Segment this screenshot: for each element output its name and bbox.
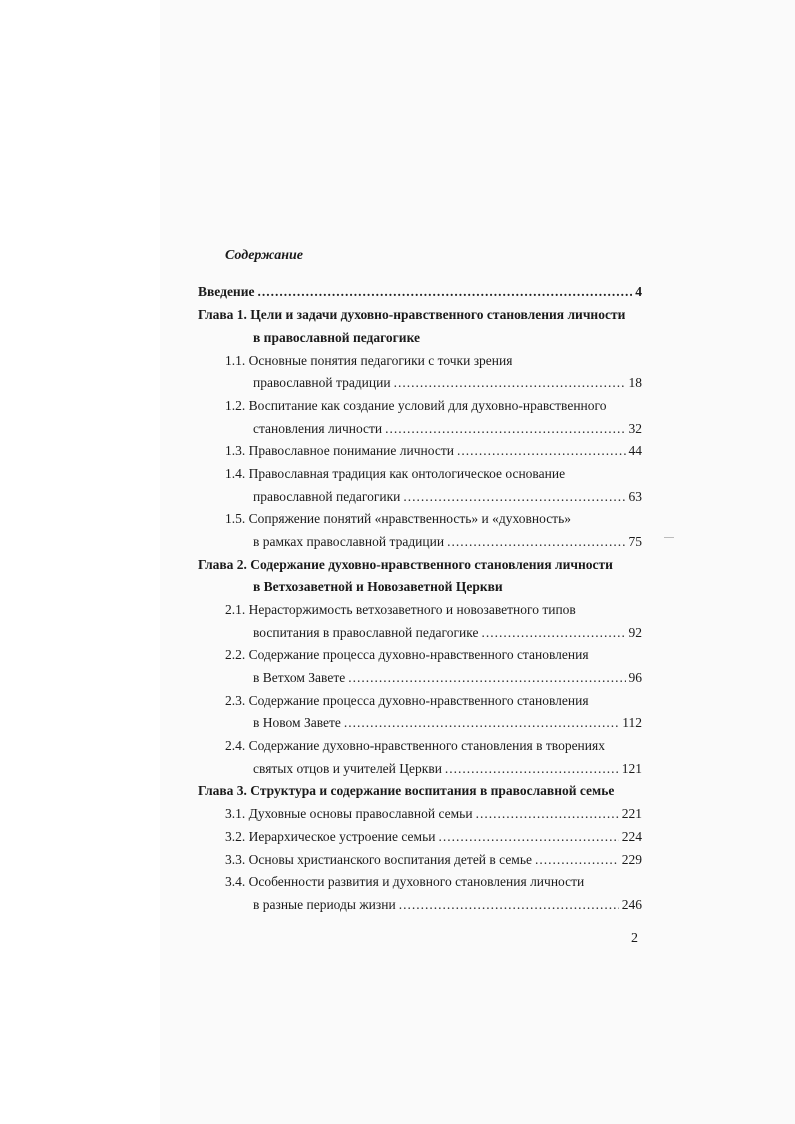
toc-entry-page: 221 bbox=[621, 806, 642, 821]
toc-leader-dots bbox=[438, 828, 618, 846]
toc-entry-text: 1.4. Православная традиция как онтологическое основание bbox=[225, 466, 566, 481]
toc-entry-text: святых отцов и учителей Церкви bbox=[253, 761, 442, 776]
toc-entry-text: в Ветхозаветной и Новозаветной Церкви bbox=[253, 579, 503, 594]
toc-entry-text: становления личности bbox=[253, 421, 383, 436]
toc-entry-page: 92 bbox=[628, 625, 642, 640]
toc-entry-text: в разные периоды жизни bbox=[253, 897, 396, 912]
toc-section[interactable] bbox=[225, 646, 589, 664]
toc-leader-dots bbox=[348, 669, 625, 687]
toc-chapter-heading-cont[interactable] bbox=[253, 329, 420, 347]
toc-entry-page: 246 bbox=[621, 897, 642, 912]
toc-entry-page: 75 bbox=[628, 534, 642, 549]
toc-entry-page: 229 bbox=[621, 852, 642, 867]
toc-entry-text: в Новом Завете bbox=[253, 715, 341, 730]
toc-entry-text: в православной педагогике bbox=[253, 330, 420, 345]
toc-entry-text: православной педагогики bbox=[253, 489, 401, 504]
toc-entry-text: 1.5. Сопряжение понятий «нравственность» и «духовность» bbox=[225, 511, 571, 526]
toc-section[interactable] bbox=[225, 510, 571, 528]
toc-section[interactable] bbox=[225, 397, 606, 415]
toc-entry-page: 4 bbox=[635, 284, 642, 299]
toc-entry[interactable] bbox=[253, 760, 642, 778]
toc-entry-text: 2.3. Содержание процесса духовно-нравственного становления bbox=[225, 693, 589, 708]
toc-entry-text: 3.2. Иерархическое устроение семьи bbox=[225, 829, 436, 844]
toc-entry-page: 224 bbox=[621, 829, 642, 844]
toc-entry-page: 121 bbox=[621, 761, 642, 776]
toc-entry-page: 96 bbox=[628, 670, 642, 685]
toc-entry-page: 112 bbox=[622, 715, 642, 730]
toc-entry[interactable] bbox=[198, 283, 642, 301]
toc-entry[interactable] bbox=[253, 533, 642, 551]
toc-leader-dots bbox=[445, 760, 619, 778]
scan-artifact bbox=[664, 537, 674, 538]
toc-entry-text: 1.1. Основные понятия педагогики с точки зрения bbox=[225, 353, 513, 368]
toc-entry-text: воспитания в православной педагогике bbox=[253, 625, 479, 640]
toc-entry-text: Введение bbox=[198, 284, 255, 299]
toc-section[interactable] bbox=[225, 692, 589, 710]
toc-entry[interactable] bbox=[253, 624, 642, 642]
toc-entry[interactable] bbox=[253, 420, 642, 438]
toc-entry-text: 3.3. Основы христианского воспитания детей в семье bbox=[225, 852, 532, 867]
toc-entry[interactable] bbox=[253, 896, 642, 914]
toc-entry-text: в рамках православной традиции bbox=[253, 534, 445, 549]
toc-chapter-heading[interactable] bbox=[198, 306, 625, 324]
toc-entry[interactable] bbox=[225, 828, 642, 846]
toc-entry[interactable] bbox=[253, 714, 642, 732]
toc-leader-dots bbox=[457, 442, 626, 460]
toc-entry-text: 3.1. Духовные основы православной семьи bbox=[225, 806, 473, 821]
toc-section[interactable] bbox=[225, 352, 512, 370]
toc-entry[interactable] bbox=[253, 488, 642, 506]
toc-title: Содержание bbox=[225, 248, 303, 263]
toc-entry-text: 2.4. Содержание духовно-нравственного становления в творениях bbox=[225, 738, 605, 753]
toc-entry[interactable] bbox=[225, 851, 642, 869]
toc-leader-dots bbox=[394, 374, 626, 392]
toc-entry-text: 1.2. Воспитание как создание условий для духовно-нравственного bbox=[225, 398, 607, 413]
toc-entry-text: православной традиции bbox=[253, 375, 391, 390]
toc-entry-page: 44 bbox=[628, 443, 642, 458]
toc-entry-text: Глава 3. Структура и содержание воспитания в православной семье bbox=[198, 783, 615, 798]
toc-leader-dots bbox=[535, 851, 619, 869]
toc-leader-dots bbox=[476, 805, 619, 823]
toc-chapter-heading[interactable] bbox=[198, 782, 614, 800]
toc-section[interactable] bbox=[225, 465, 565, 483]
toc-entry[interactable] bbox=[225, 805, 642, 823]
toc-leader-dots bbox=[257, 283, 632, 301]
toc-chapter-heading[interactable] bbox=[198, 556, 613, 574]
toc-leader-dots bbox=[447, 533, 625, 551]
toc-leader-dots bbox=[399, 896, 619, 914]
toc-entry-text: Глава 1. Цели и задачи духовно-нравственного становления личности bbox=[198, 307, 626, 322]
toc-chapter-heading-cont[interactable] bbox=[253, 578, 503, 596]
toc-entry-text: 2.1. Нерасторжимость ветхозаветного и новозаветного типов bbox=[225, 602, 576, 617]
toc-entry-text: в Ветхом Завете bbox=[253, 670, 346, 685]
page-number: 2 bbox=[631, 931, 638, 946]
toc-entry-page: 63 bbox=[628, 489, 642, 504]
toc-entry[interactable] bbox=[253, 374, 642, 392]
toc-entry-text: 1.3. Православное понимание личности bbox=[225, 443, 454, 458]
toc-leader-dots bbox=[403, 488, 625, 506]
toc-leader-dots bbox=[385, 420, 625, 438]
toc-entry[interactable] bbox=[253, 669, 642, 687]
toc-entry-text: 2.2. Содержание процесса духовно-нравственного становления bbox=[225, 647, 589, 662]
toc-entry-page: 18 bbox=[628, 375, 642, 390]
toc-leader-dots bbox=[481, 624, 625, 642]
toc-leader-dots bbox=[344, 714, 619, 732]
toc-section[interactable] bbox=[225, 873, 584, 891]
toc-section[interactable] bbox=[225, 601, 576, 619]
toc-entry-text: Глава 2. Содержание духовно-нравственного становления личности bbox=[198, 557, 613, 572]
toc-section[interactable] bbox=[225, 737, 605, 755]
toc-entry-text: 3.4. Особенности развития и духовного становления личности bbox=[225, 874, 585, 889]
toc-entry-page: 32 bbox=[628, 421, 642, 436]
toc-entry[interactable] bbox=[225, 442, 642, 460]
